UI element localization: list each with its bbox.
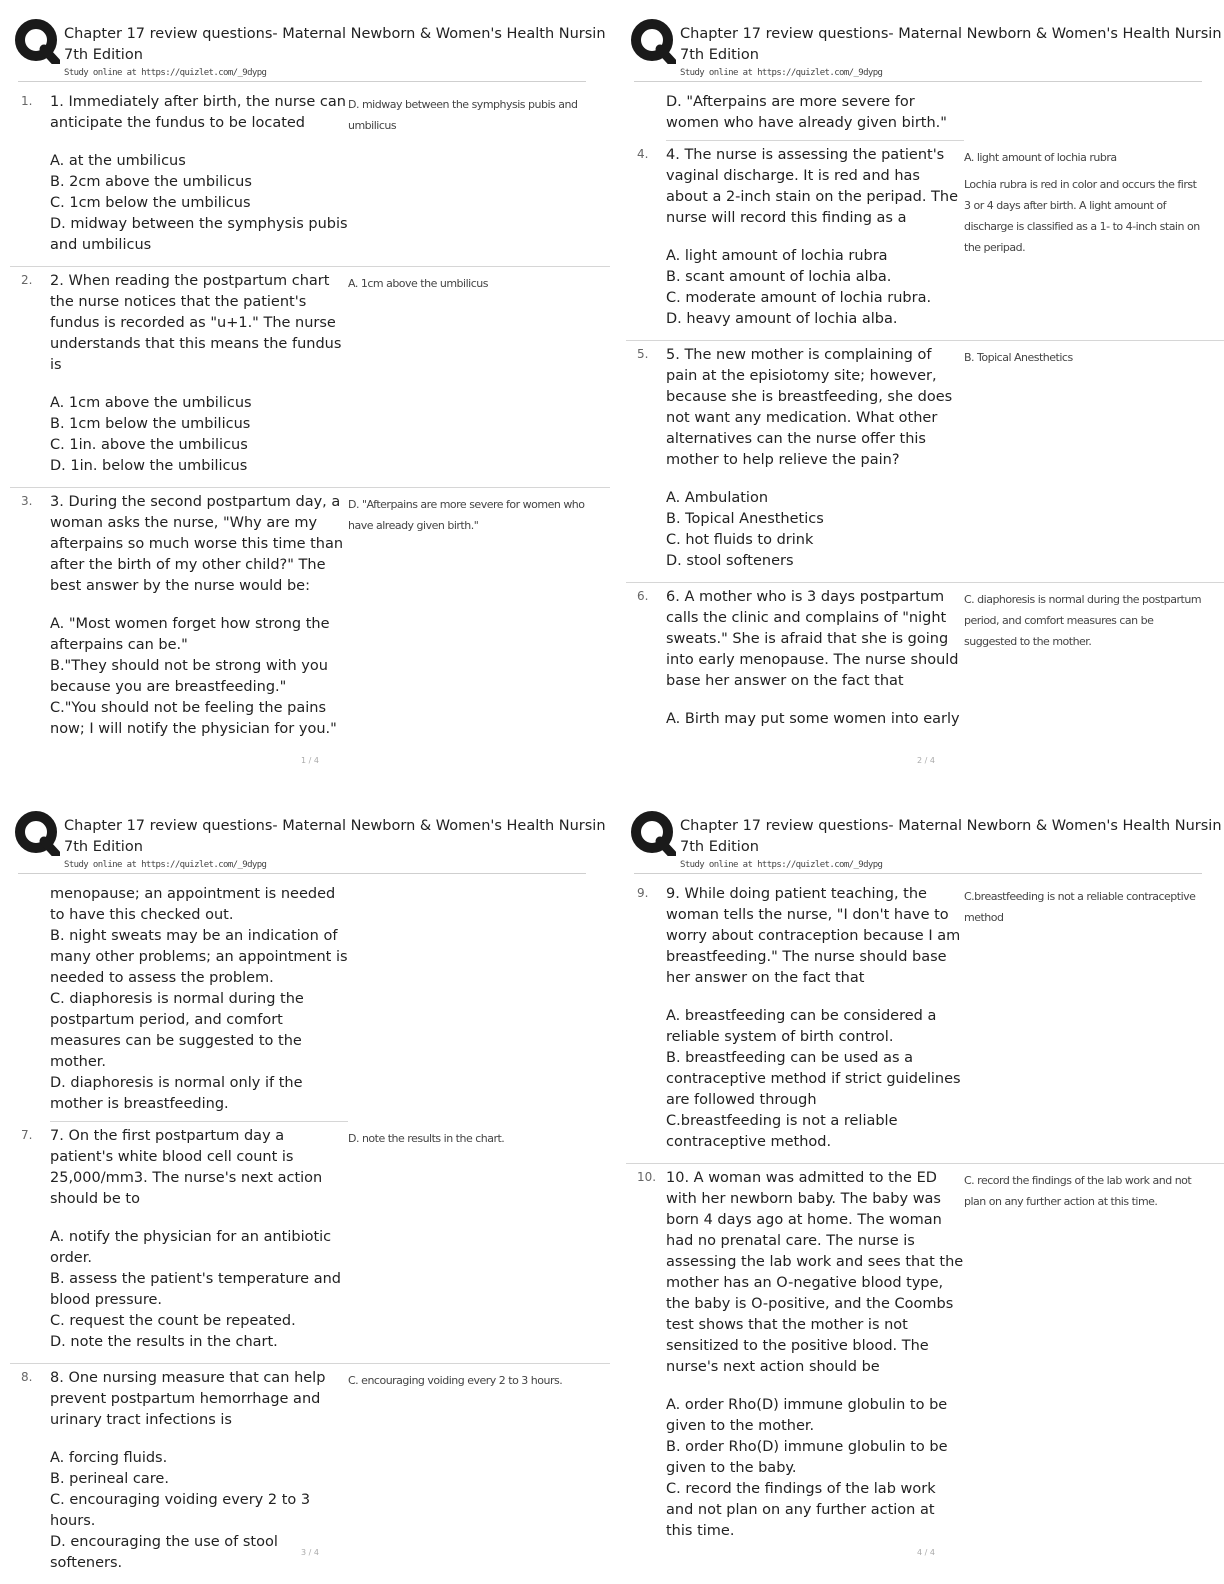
answer-option: C. 1cm below the umbilicus bbox=[50, 195, 251, 211]
question-term bbox=[666, 145, 964, 330]
question-term bbox=[666, 884, 964, 1153]
header-divider bbox=[18, 81, 586, 82]
answer-options bbox=[50, 1227, 348, 1353]
question-number: 1. bbox=[21, 94, 33, 108]
question-definition bbox=[348, 1370, 588, 1391]
question-stem: 8. One nursing measure that can help prevent postpartum hemorrhage and urinary tract infections is bbox=[50, 1370, 326, 1428]
page-4 bbox=[626, 806, 1224, 1584]
answer-option: A. light amount of lochia rubra bbox=[666, 248, 888, 264]
question-row bbox=[626, 583, 1224, 740]
question-row bbox=[626, 141, 1224, 341]
question-stem: 1. Immediately after birth, the nurse can anticipate the fundus to be located bbox=[50, 94, 346, 131]
question-stem: 3. During the second postpartum day, a woman asks the nurse, "Why are my afterpains so much worse this time than after the birth of my other child?" The best answer by the nurse would be: bbox=[50, 494, 344, 594]
page-header bbox=[626, 14, 1224, 76]
title-line-2: 7th Edition bbox=[64, 47, 143, 63]
answer-option: B. scant amount of lochia alba. bbox=[666, 269, 892, 285]
title-line-2: 7th Edition bbox=[680, 839, 759, 855]
question-term bbox=[50, 92, 348, 256]
document-title bbox=[680, 24, 1224, 66]
correct-answer: C. record the findings of the lab work and not plan on any further action at this time. bbox=[964, 1174, 1192, 1208]
question-term bbox=[666, 345, 964, 572]
question-row bbox=[626, 1164, 1224, 1552]
question-term bbox=[666, 1168, 964, 1542]
question-row bbox=[10, 1122, 610, 1364]
question-definition bbox=[348, 1128, 588, 1149]
page-number: 3 / 4 bbox=[301, 1548, 319, 1557]
answer-option: B. assess the patient's temperature and blood pressure. bbox=[50, 1271, 341, 1308]
title-line-1: Chapter 17 review questions- Maternal Newborn & Women's Health Nursin bbox=[64, 26, 606, 42]
study-online-link[interactable]: Study online at https://quizlet.com/_9dypg bbox=[64, 860, 267, 870]
answer-option: A. breastfeeding can be considered a reliable system of birth control. bbox=[666, 1008, 937, 1045]
answer-options bbox=[666, 246, 964, 330]
correct-answer: D. note the results in the chart. bbox=[348, 1132, 505, 1145]
page-content bbox=[626, 88, 1224, 740]
question-number: 6. bbox=[637, 589, 649, 603]
question-stem: 4. The nurse is assessing the patient's vaginal discharge. It is red and has about a 2-inch stain on the peripad. The nurse will record this finding as a bbox=[666, 147, 959, 226]
study-online-link[interactable]: Study online at https://quizlet.com/_9dypg bbox=[64, 68, 267, 78]
page-1 bbox=[10, 14, 610, 794]
answer-option: D. midway between the symphysis pubis and umbilicus bbox=[50, 216, 348, 253]
header-divider bbox=[634, 81, 1202, 82]
answer-option: D. 1in. below the umbilicus bbox=[50, 458, 248, 474]
quizlet-logo-icon bbox=[630, 810, 676, 856]
correct-answer: C.breastfeeding is not a reliable contraceptive method bbox=[964, 890, 1196, 924]
correct-answer: D. "Afterpains are more severe for women who have already given birth." bbox=[348, 498, 585, 532]
question-stem: 9. While doing patient teaching, the woman tells the nurse, "I don't have to worry about contraception because I am breastfeeding." The nurse should base her answer on the fact that bbox=[666, 886, 961, 986]
answer-option: A. Birth may put some women into early bbox=[666, 711, 960, 727]
answer-option: A. 1cm above the umbilicus bbox=[50, 395, 252, 411]
answer-option: D. heavy amount of lochia alba. bbox=[666, 311, 898, 327]
page-content bbox=[626, 880, 1224, 1552]
document-title bbox=[64, 24, 610, 66]
question-stem: 2. When reading the postpartum chart the nurse notices that the patient's fundus is recorded as "u+1." The nurse understands that this means the fundus is bbox=[50, 273, 342, 373]
study-online-link[interactable]: Study online at https://quizlet.com/_9dypg bbox=[680, 860, 883, 870]
answer-options bbox=[666, 488, 964, 572]
answer-option: C. encouraging voiding every 2 to 3 hours. bbox=[50, 1492, 311, 1529]
page-2 bbox=[626, 14, 1224, 794]
continued-answer: D. "Afterpains are more severe for women who have already given birth." bbox=[666, 88, 964, 141]
correct-answer: A. 1cm above the umbilicus bbox=[348, 277, 488, 290]
answer-option: C."You should not be feeling the pains now; I will notify the physician for you." bbox=[50, 700, 337, 737]
answer-option: B. 1cm below the umbilicus bbox=[50, 416, 251, 432]
answer-option: A. Ambulation bbox=[666, 490, 769, 506]
answer-options bbox=[666, 1006, 964, 1153]
question-number: 3. bbox=[21, 494, 33, 508]
continued-option-line: B. night sweats may be an indication of many other problems; an appointment is needed to assess the problem. bbox=[50, 928, 348, 986]
question-number: 4. bbox=[637, 147, 649, 161]
answer-options bbox=[666, 1395, 964, 1542]
answer-explanation: Lochia rubra is red in color and occurs the first 3 or 4 days after birth. A light amount of discharge is classified as a 1- to 4-inch stain on the peripad. bbox=[964, 178, 1200, 254]
question-definition bbox=[348, 94, 588, 136]
answer-option: D. stool softeners bbox=[666, 553, 794, 569]
answer-option: B. order Rho(D) immune globulin to be given to the baby. bbox=[666, 1439, 948, 1476]
title-line-1: Chapter 17 review questions- Maternal Newborn & Women's Health Nursin bbox=[680, 26, 1222, 42]
question-term bbox=[50, 271, 348, 477]
question-number: 7. bbox=[21, 1128, 33, 1142]
answer-option: A. forcing fluids. bbox=[50, 1450, 168, 1466]
answer-options bbox=[50, 614, 348, 740]
question-definition bbox=[964, 1170, 1204, 1212]
title-line-1: Chapter 17 review questions- Maternal Newborn & Women's Health Nursin bbox=[64, 818, 606, 834]
question-definition bbox=[348, 273, 588, 294]
page-header bbox=[10, 14, 610, 76]
answer-options bbox=[50, 151, 348, 256]
page-number: 2 / 4 bbox=[917, 756, 935, 765]
question-stem: 5. The new mother is complaining of pain at the episiotomy site; however, because she is breastfeeding, she does not want any medication. What other alternatives can the nurse offer this mother to help relieve the pain? bbox=[666, 347, 953, 468]
answer-option: A. order Rho(D) immune globulin to be given to the mother. bbox=[666, 1397, 948, 1434]
answer-options bbox=[666, 709, 964, 730]
continued-option-line: C. diaphoresis is normal during the postpartum period, and comfort measures can be suggested to the mother. bbox=[50, 991, 304, 1070]
question-term bbox=[666, 587, 964, 730]
quizlet-logo-icon bbox=[14, 810, 60, 856]
answer-option: C.breastfeeding is not a reliable contraceptive method. bbox=[666, 1113, 898, 1150]
correct-answer: D. midway between the symphysis pubis and umbilicus bbox=[348, 98, 578, 132]
page-content bbox=[10, 88, 610, 750]
quizlet-logo-icon bbox=[630, 18, 676, 64]
question-term bbox=[50, 1126, 348, 1353]
question-row bbox=[626, 341, 1224, 583]
question-row bbox=[10, 88, 610, 267]
answer-option: B."They should not be strong with you because you are breastfeeding." bbox=[50, 658, 328, 695]
title-line-1: Chapter 17 review questions- Maternal Newborn & Women's Health Nursin bbox=[680, 818, 1222, 834]
answer-option: C. record the findings of the lab work and not plan on any further action at this time. bbox=[666, 1481, 936, 1539]
answer-option: B. breastfeeding can be used as a contraceptive method if strict guidelines are followed through bbox=[666, 1050, 961, 1108]
correct-answer: A. light amount of lochia rubra bbox=[964, 151, 1117, 164]
document-title bbox=[680, 816, 1224, 858]
question-definition bbox=[964, 589, 1204, 652]
answer-option: C. hot fluids to drink bbox=[666, 532, 814, 548]
study-online-link[interactable]: Study online at https://quizlet.com/_9dypg bbox=[680, 68, 883, 78]
answer-option: A. notify the physician for an antibiotic order. bbox=[50, 1229, 332, 1266]
continued-option-line: menopause; an appointment is needed to have this checked out. bbox=[50, 886, 336, 923]
header-divider bbox=[634, 873, 1202, 874]
answer-options bbox=[50, 393, 348, 477]
answer-option: B. perineal care. bbox=[50, 1471, 169, 1487]
header-divider bbox=[18, 873, 586, 874]
answer-option: C. request the count be repeated. bbox=[50, 1313, 296, 1329]
correct-answer: C. encouraging voiding every 2 to 3 hours. bbox=[348, 1374, 563, 1387]
question-row bbox=[626, 880, 1224, 1164]
question-definition bbox=[348, 494, 588, 536]
page-3 bbox=[10, 806, 610, 1584]
page-header bbox=[626, 806, 1224, 868]
answer-option: A. "Most women forget how strong the afterpains can be." bbox=[50, 616, 330, 653]
title-line-2: 7th Edition bbox=[64, 839, 143, 855]
question-definition bbox=[964, 147, 1204, 258]
question-row bbox=[10, 267, 610, 488]
answer-option: C. moderate amount of lochia rubra. bbox=[666, 290, 932, 306]
page-content bbox=[10, 880, 610, 1584]
question-term bbox=[50, 1368, 348, 1574]
page-header bbox=[10, 806, 610, 868]
answer-option: B. Topical Anesthetics bbox=[666, 511, 824, 527]
quizlet-logo-icon bbox=[14, 18, 60, 64]
question-stem: 6. A mother who is 3 days postpartum calls the clinic and complains of "night sweats." She is afraid that she is going into early menopause. The nurse should base her answer on the fact that bbox=[666, 589, 959, 689]
continued-options bbox=[50, 880, 348, 1122]
question-number: 10. bbox=[637, 1170, 657, 1184]
answer-option: A. at the umbilicus bbox=[50, 153, 186, 169]
question-stem: 10. A woman was admitted to the ED with her newborn baby. The baby was born 4 days ago at home. The woman had no prenatal care. The nurse is assessing the lab work and sees that the mother has an O-negative blood type, the baby is O-positive, and the Coombs test shows that the mother is not sensitized to the positive blood. The nurse's next action should be bbox=[666, 1170, 964, 1375]
question-row bbox=[10, 488, 610, 750]
answer-option: B. 2cm above the umbilicus bbox=[50, 174, 252, 190]
question-definition bbox=[964, 886, 1204, 928]
page-number: 1 / 4 bbox=[301, 756, 319, 765]
correct-answer: C. diaphoresis is normal during the postpartum period, and comfort measures can be suggested to the mother. bbox=[964, 593, 1202, 648]
question-definition bbox=[964, 347, 1204, 368]
question-number: 5. bbox=[637, 347, 649, 361]
answer-option: D. encouraging the use of stool softeners. bbox=[50, 1534, 278, 1571]
page-number: 4 / 4 bbox=[917, 1548, 935, 1557]
question-stem: 7. On the first postpartum day a patient's white blood cell count is 25,000/mm3. The nurse's next action should be to bbox=[50, 1128, 323, 1207]
question-number: 9. bbox=[637, 886, 649, 900]
question-number: 8. bbox=[21, 1370, 33, 1384]
correct-answer: B. Topical Anesthetics bbox=[964, 351, 1073, 364]
answer-option: D. note the results in the chart. bbox=[50, 1334, 278, 1350]
answer-option: C. 1in. above the umbilicus bbox=[50, 437, 248, 453]
question-term bbox=[50, 492, 348, 740]
question-number: 2. bbox=[21, 273, 33, 287]
title-line-2: 7th Edition bbox=[680, 47, 759, 63]
continued-option-line: D. diaphoresis is normal only if the mother is breastfeeding. bbox=[50, 1075, 303, 1112]
document-title bbox=[64, 816, 610, 858]
